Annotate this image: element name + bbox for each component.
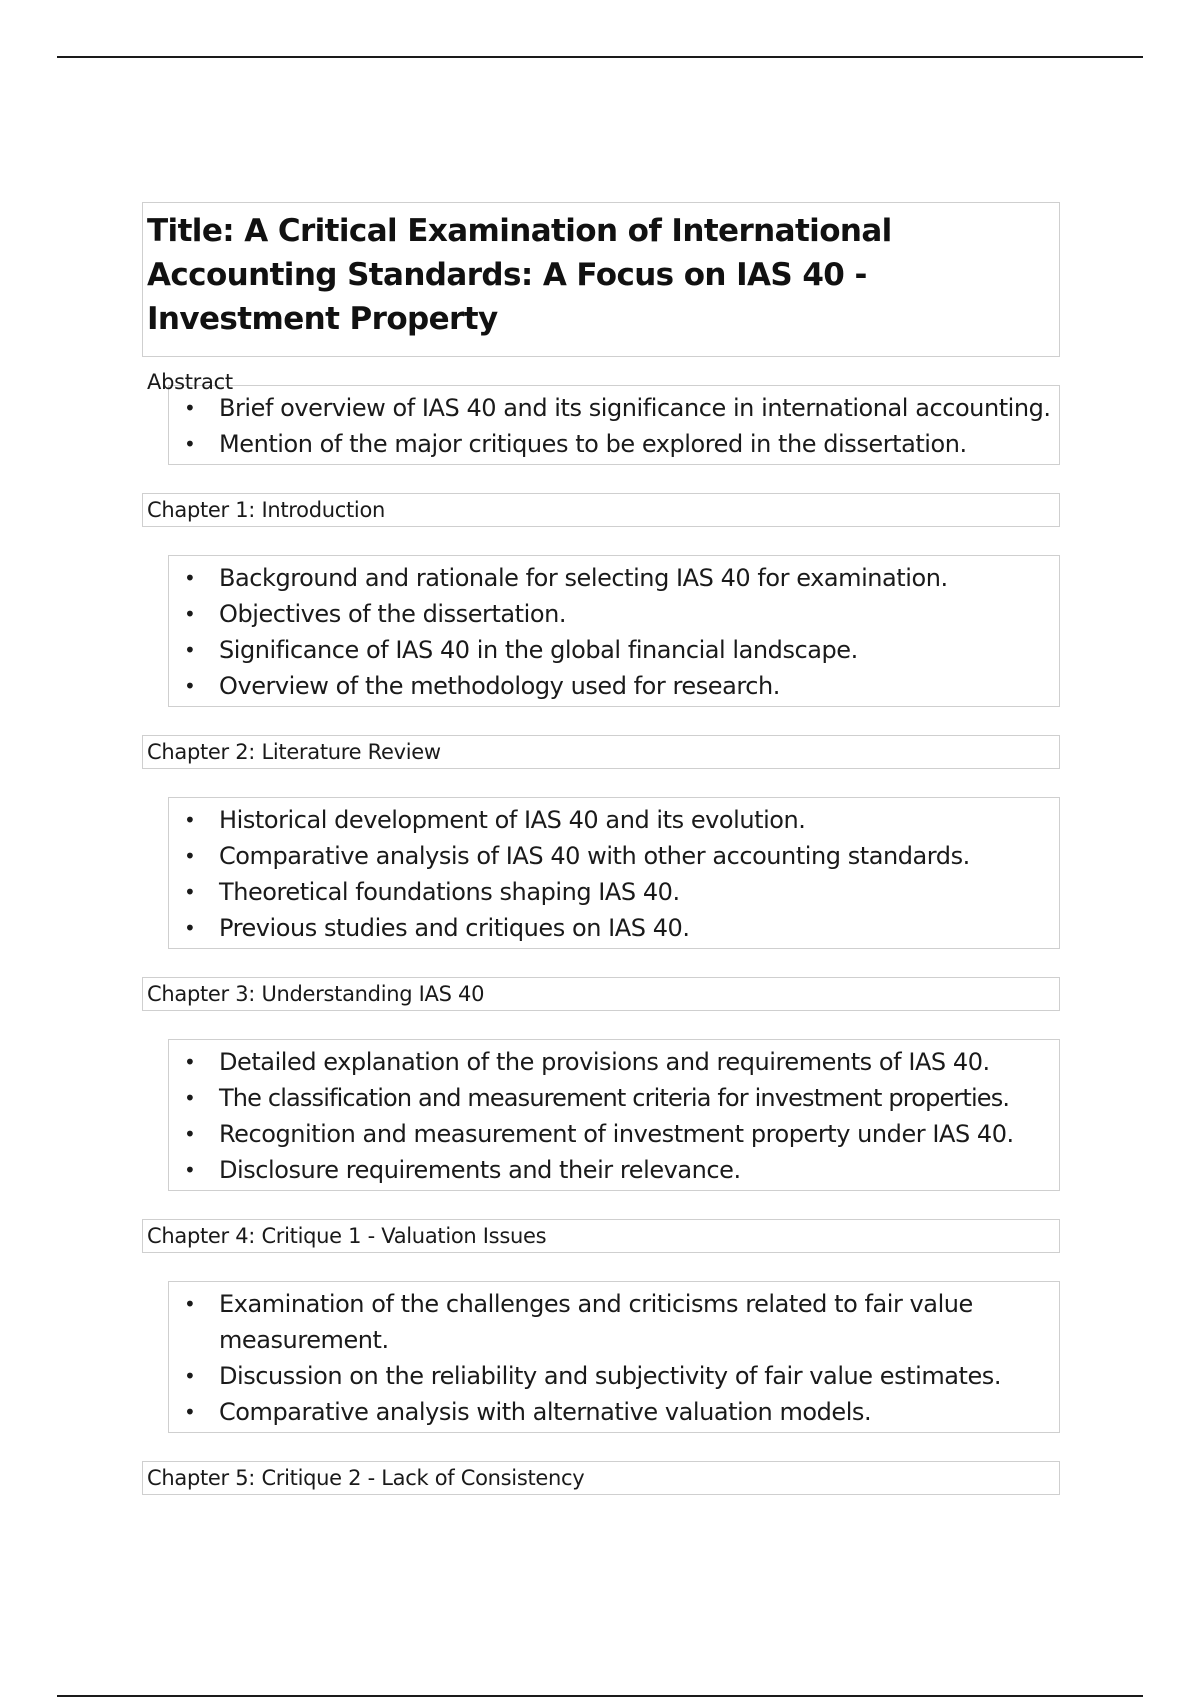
chapter-5-heading: Chapter 5: Critique 2 - Lack of Consistency <box>147 1466 585 1490</box>
list-item <box>169 668 1055 704</box>
list-item <box>169 874 1055 910</box>
chapter-2-heading: Chapter 2: Literature Review <box>147 740 441 764</box>
bullet-icon: • <box>184 566 196 590</box>
list-item-text: Detailed explanation of the provisions and requirements of IAS 40. <box>219 1048 990 1076</box>
list-item <box>169 560 1055 596</box>
list-item <box>169 426 1055 462</box>
list-item-text: Comparative analysis with alternative valuation models. <box>219 1398 872 1426</box>
chapter-2-list <box>169 802 1055 946</box>
bullet-icon: • <box>184 1122 196 1146</box>
list-item-text: Overview of the methodology used for research. <box>219 672 780 700</box>
list-item-text: Background and rationale for selecting IAS 40 for examination. <box>219 564 948 592</box>
chapter-3-heading: Chapter 3: Understanding IAS 40 <box>147 982 485 1006</box>
list-item-text: Theoretical foundations shaping IAS 40. <box>219 878 680 906</box>
bullet-icon: • <box>184 432 196 456</box>
abstract-list <box>169 390 1055 462</box>
chapter-1-list <box>169 560 1055 704</box>
document-title: Title: A Critical Examination of International Accounting Standards: A Focus on IAS 40 - Investment Property <box>147 213 892 337</box>
list-item <box>169 838 1055 874</box>
bullet-icon: • <box>184 1364 196 1388</box>
list-item <box>169 390 1055 426</box>
list-item <box>169 632 1055 668</box>
chapter-3-list <box>169 1044 1055 1188</box>
list-item <box>169 596 1055 632</box>
bullet-icon: • <box>184 638 196 662</box>
list-item-text: Examination of the challenges and criticisms related to fair value measurement. <box>219 1290 973 1354</box>
list-item <box>169 1394 1055 1430</box>
bullet-icon: • <box>184 1086 196 1110</box>
chapter-1-heading-box <box>142 493 1060 527</box>
chapter-4-heading: Chapter 4: Critique 1 - Valuation Issues <box>147 1224 547 1248</box>
chapter-1-heading: Chapter 1: Introduction <box>147 498 386 522</box>
bullet-icon: • <box>184 396 196 420</box>
bullet-icon: • <box>184 916 196 940</box>
list-item <box>169 802 1055 838</box>
document-body <box>142 202 1060 1495</box>
list-item <box>169 1044 1055 1080</box>
list-item-text: Previous studies and critiques on IAS 40. <box>219 914 690 942</box>
title-block <box>142 202 1060 394</box>
abstract-list-box <box>168 385 1060 465</box>
bullet-icon: • <box>184 808 196 832</box>
list-item <box>169 910 1055 946</box>
bullet-icon: • <box>184 1400 196 1424</box>
chapter-4-heading-box <box>142 1219 1060 1253</box>
bullet-icon: • <box>184 844 196 868</box>
bullet-icon: • <box>184 674 196 698</box>
bullet-icon: • <box>184 1158 196 1182</box>
list-item-text: The classification and measurement criteria for investment properties. <box>219 1084 1010 1112</box>
bullet-icon: • <box>184 1050 196 1074</box>
top-rule <box>57 56 1143 58</box>
list-item-text: Recognition and measurement of investment property under IAS 40. <box>219 1120 1014 1148</box>
chapter-2-heading-box <box>142 735 1060 769</box>
chapter-5-heading-box <box>142 1461 1060 1495</box>
chapter-4-list-box <box>168 1281 1060 1433</box>
bullet-icon: • <box>184 880 196 904</box>
list-item <box>169 1152 1055 1188</box>
bottom-rule <box>57 1695 1143 1697</box>
chapter-3-heading-box <box>142 977 1060 1011</box>
list-item-text: Historical development of IAS 40 and its evolution. <box>219 806 806 834</box>
bullet-icon: • <box>184 1292 196 1316</box>
bullet-icon: • <box>184 602 196 626</box>
chapter-4-list <box>169 1286 1055 1430</box>
chapter-2-list-box <box>168 797 1060 949</box>
list-item <box>169 1116 1055 1152</box>
chapter-3-list-box <box>168 1039 1060 1191</box>
abstract-heading: Abstract <box>147 370 233 394</box>
list-item-text: Disclosure requirements and their relevance. <box>219 1156 741 1184</box>
list-item-text: Objectives of the dissertation. <box>219 600 567 628</box>
list-item <box>169 1286 1055 1358</box>
list-item-text: Mention of the major critiques to be explored in the dissertation. <box>219 430 967 458</box>
chapter-1-list-box <box>168 555 1060 707</box>
list-item-text: Comparative analysis of IAS 40 with other accounting standards. <box>219 842 970 870</box>
list-item-text: Significance of IAS 40 in the global financial landscape. <box>219 636 858 664</box>
list-item-text: Brief overview of IAS 40 and its significance in international accounting. <box>219 394 1051 422</box>
list-item <box>169 1080 1055 1116</box>
list-item <box>169 1358 1055 1394</box>
list-item-text: Discussion on the reliability and subjectivity of fair value estimates. <box>219 1362 1002 1390</box>
